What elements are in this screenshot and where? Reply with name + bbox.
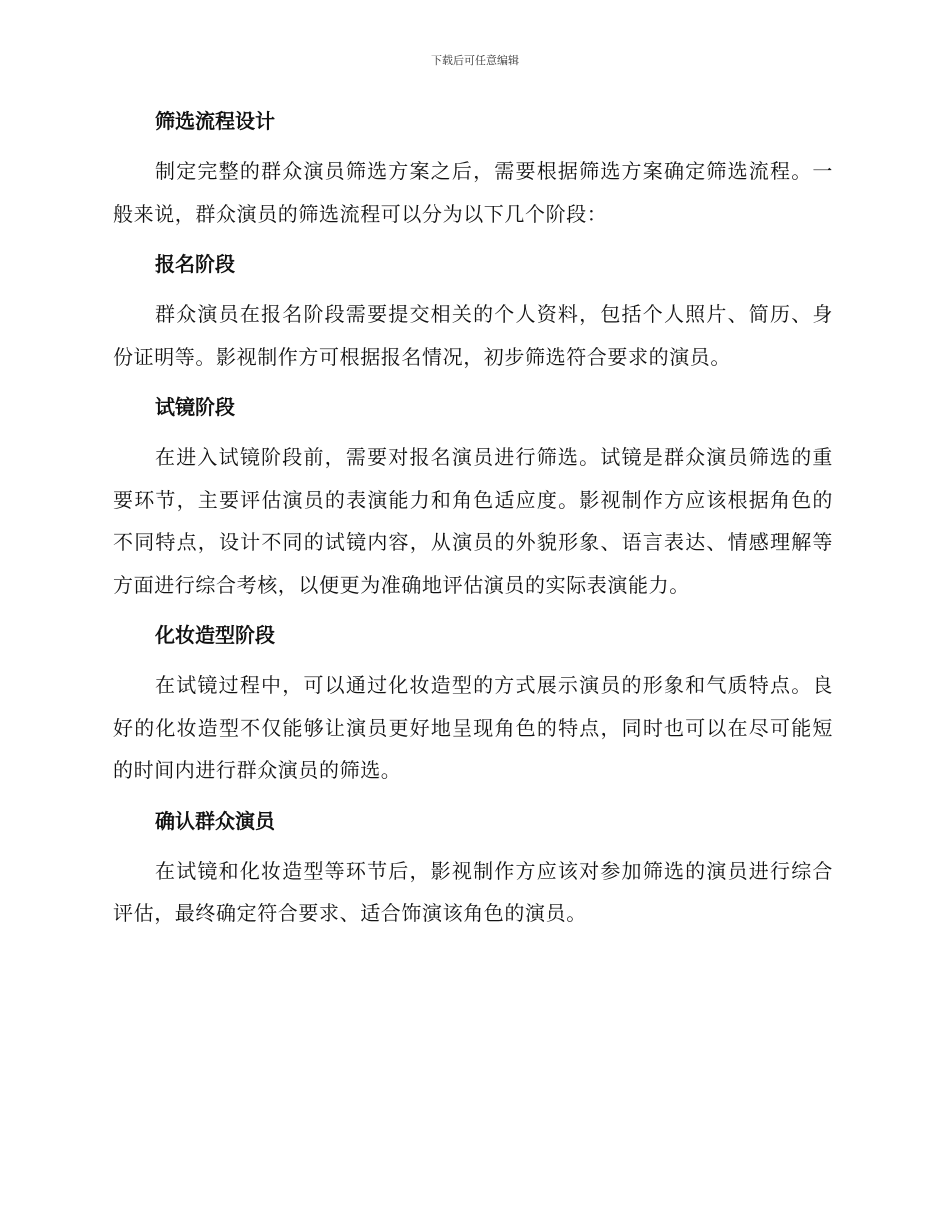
section-heading-audition: 试镜阶段 <box>155 395 235 419</box>
section-body-makeup: 在试镜过程中，可以通过化妆造型的方式展示演员的形象和气质特点。良好的化妆造型不仅能够让演员更好地呈现角色的特点，同时也可以在尽可能短的时间内进行群众演员的筛选。 <box>113 673 833 782</box>
section-heading-screening-process: 筛选流程设计 <box>155 109 275 133</box>
section-body-confirmation: 在试镜和化妆造型等环节后，影视制作方应该对参加筛选的演员进行综合评估，最终确定符合要求、适合饰演该角色的演员。 <box>113 858 833 925</box>
section-body-registration: 群众演员在报名阶段需要提交相关的个人资料，包括个人照片、简历、身份证明等。影视制作方可根据报名情况，初步筛选符合要求的演员。 <box>113 302 833 369</box>
section-body-screening-process: 制定完整的群众演员筛选方案之后，需要根据筛选方案确定筛选流程。一般来说，群众演员的筛选流程可以分为以下几个阶段： <box>113 159 833 226</box>
section-body-audition: 在进入试镜阶段前，需要对报名演员进行筛选。试镜是群众演员筛选的重要环节，主要评估演员的表演能力和角色适应度。影视制作方应该根据角色的不同特点，设计不同的试镜内容，从演员的外貌形象、语言表达、情感理解等方面进行综合考核，以便更为准确地评估演员的实际表演能力。 <box>113 445 833 597</box>
section-heading-makeup: 化妆造型阶段 <box>155 623 275 647</box>
page-header: 下载后可任意编辑 <box>431 54 519 67</box>
section-heading-registration: 报名阶段 <box>155 252 235 276</box>
document-body <box>113 108 833 935</box>
section-heading-confirmation: 确认群众演员 <box>155 808 275 833</box>
